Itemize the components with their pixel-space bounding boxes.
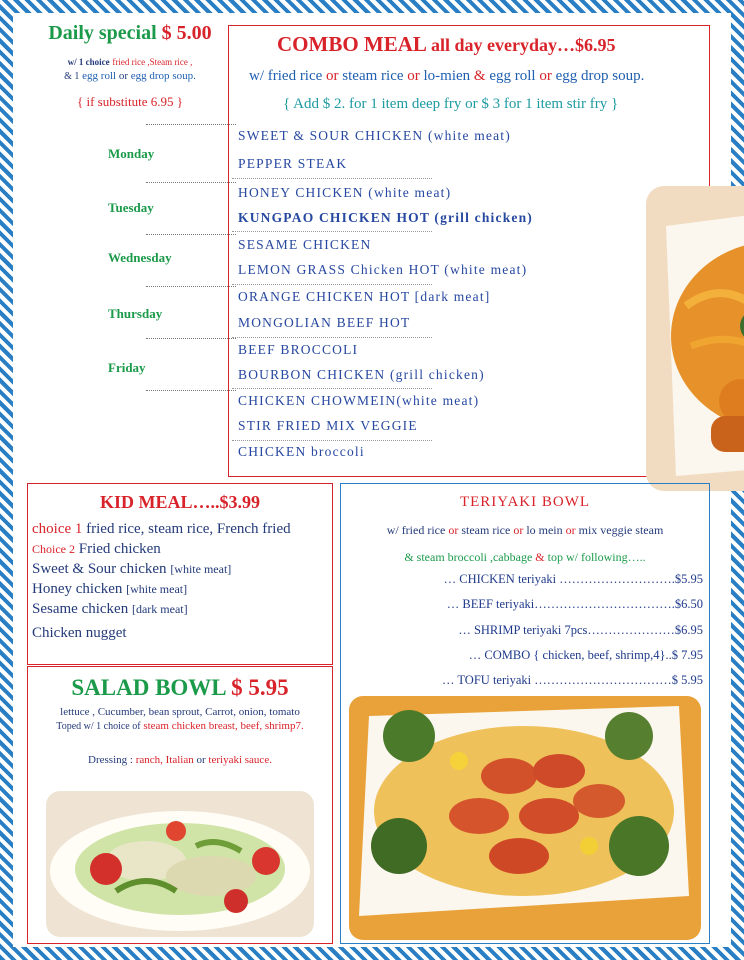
- divider: [232, 231, 432, 232]
- day-wednesday: Wednesday: [108, 250, 172, 265]
- combo-item: SWEET & SOUR CHICKEN (white meat): [238, 128, 511, 143]
- kid-option: Sweet & Sour chicken [white meat]: [32, 561, 232, 577]
- combo-item: SESAME CHICKEN: [238, 237, 372, 252]
- combo-item: BOURBON CHICKEN (grill chicken): [238, 367, 485, 382]
- divider: [232, 178, 432, 179]
- daily-special-title: Daily special $ 5.00: [48, 22, 212, 44]
- day-thursday: Thursday: [108, 306, 163, 321]
- kid-meal-section: [27, 483, 333, 665]
- substitute-note: { if substitute 6.95 }: [76, 94, 183, 109]
- teriyaki-item-shrimp: … SHRIMP teriyaki 7pcs…………………$6.95: [458, 623, 703, 637]
- combo-item: HONEY CHICKEN (white meat): [238, 185, 452, 200]
- combo-food-photo: [646, 186, 744, 491]
- kid-choice-2: Choice 2 Fried chicken: [32, 541, 161, 557]
- divider: [232, 440, 432, 441]
- salad-title: SALAD BOWL $ 5.95: [71, 675, 289, 700]
- salad-food-photo: [46, 791, 314, 937]
- kid-choice-1: choice 1 fried rice, steam rice, French fried: [32, 521, 291, 537]
- divider: [146, 234, 236, 235]
- combo-item: BEEF BROCCOLI: [238, 342, 359, 357]
- divider: [146, 390, 236, 391]
- combo-item: MONGOLIAN BEEF HOT: [238, 315, 411, 330]
- divider: [146, 286, 236, 287]
- teriyaki-sides: w/ fried rice or steam rice or lo mein or mix veggie steam: [386, 523, 664, 537]
- combo-item: KUNGPAO CHICKEN HOT (grill chicken): [238, 210, 533, 225]
- kid-option: Chicken nugget: [32, 625, 127, 641]
- divider: [232, 388, 432, 389]
- daily-special-choices: w/ 1 choice fried rice ,Steam rice , & 1 egg roll or egg drop soup.: [64, 57, 196, 82]
- divider: [232, 284, 432, 285]
- teriyaki-title: TERIYAKI BOWL: [459, 494, 591, 510]
- day-monday: Monday: [108, 146, 155, 161]
- combo-item: LEMON GRASS Chicken HOT (white meat): [238, 262, 528, 277]
- day-tuesday: Tuesday: [108, 200, 154, 215]
- combo-item: CHICKEN broccoli: [238, 444, 365, 459]
- kid-option: Honey chicken [white meat]: [32, 581, 188, 597]
- divider: [232, 337, 432, 338]
- teriyaki-item-combo: … COMBO { chicken, beef, shrimp,4}..$ 7.95: [468, 648, 703, 662]
- kid-meal-title: KID MEAL…..$3.99: [99, 492, 260, 512]
- combo-sides: w/ fried rice or steam rice or lo-mien & egg roll or egg drop soup.: [249, 68, 645, 84]
- combo-title: COMBO MEAL all day everyday…$6.95: [277, 32, 616, 56]
- divider: [146, 124, 236, 125]
- teriyaki-toppings-note: & steam broccoli ,cabbage & top w/ following…..: [404, 550, 646, 564]
- teriyaki-item-tofu: … TOFU teriyaki ……………………………$ 5.95: [442, 673, 703, 687]
- teriyaki-food-photo: [349, 696, 701, 940]
- teriyaki-bowl-section: [340, 483, 710, 944]
- combo-item: ORANGE CHICKEN HOT [dark meat]: [238, 289, 491, 304]
- combo-upgrade-note: { Add $ 2. for 1 item deep fry or $ 3 for 1 item stir fry }: [283, 96, 619, 112]
- divider: [146, 338, 236, 339]
- combo-item: CHICKEN CHOWMEIN(white meat): [238, 393, 480, 408]
- kid-option: Sesame chicken [dark meat]: [32, 601, 188, 617]
- teriyaki-item-beef: … BEEF teriyaki…………………………….$6.50: [446, 597, 703, 611]
- combo-item: STIR FRIED MIX VEGGIE: [238, 418, 418, 433]
- salad-dressing: Dressing : ranch, Italian or teriyaki sauce.: [88, 754, 272, 766]
- salad-ingredients: lettuce , Cucumber, bean sprout, Carrot, onion, tomato Toped w/ 1 choice of steam chicken breast, beef, shrimp7.: [56, 706, 304, 732]
- combo-item: PEPPER STEAK: [238, 156, 348, 171]
- divider: [146, 182, 236, 183]
- day-friday: Friday: [108, 360, 146, 375]
- salad-bowl-section: [27, 666, 333, 944]
- teriyaki-item-chicken: … CHICKEN teriyaki ……………………….$5.95: [443, 572, 703, 586]
